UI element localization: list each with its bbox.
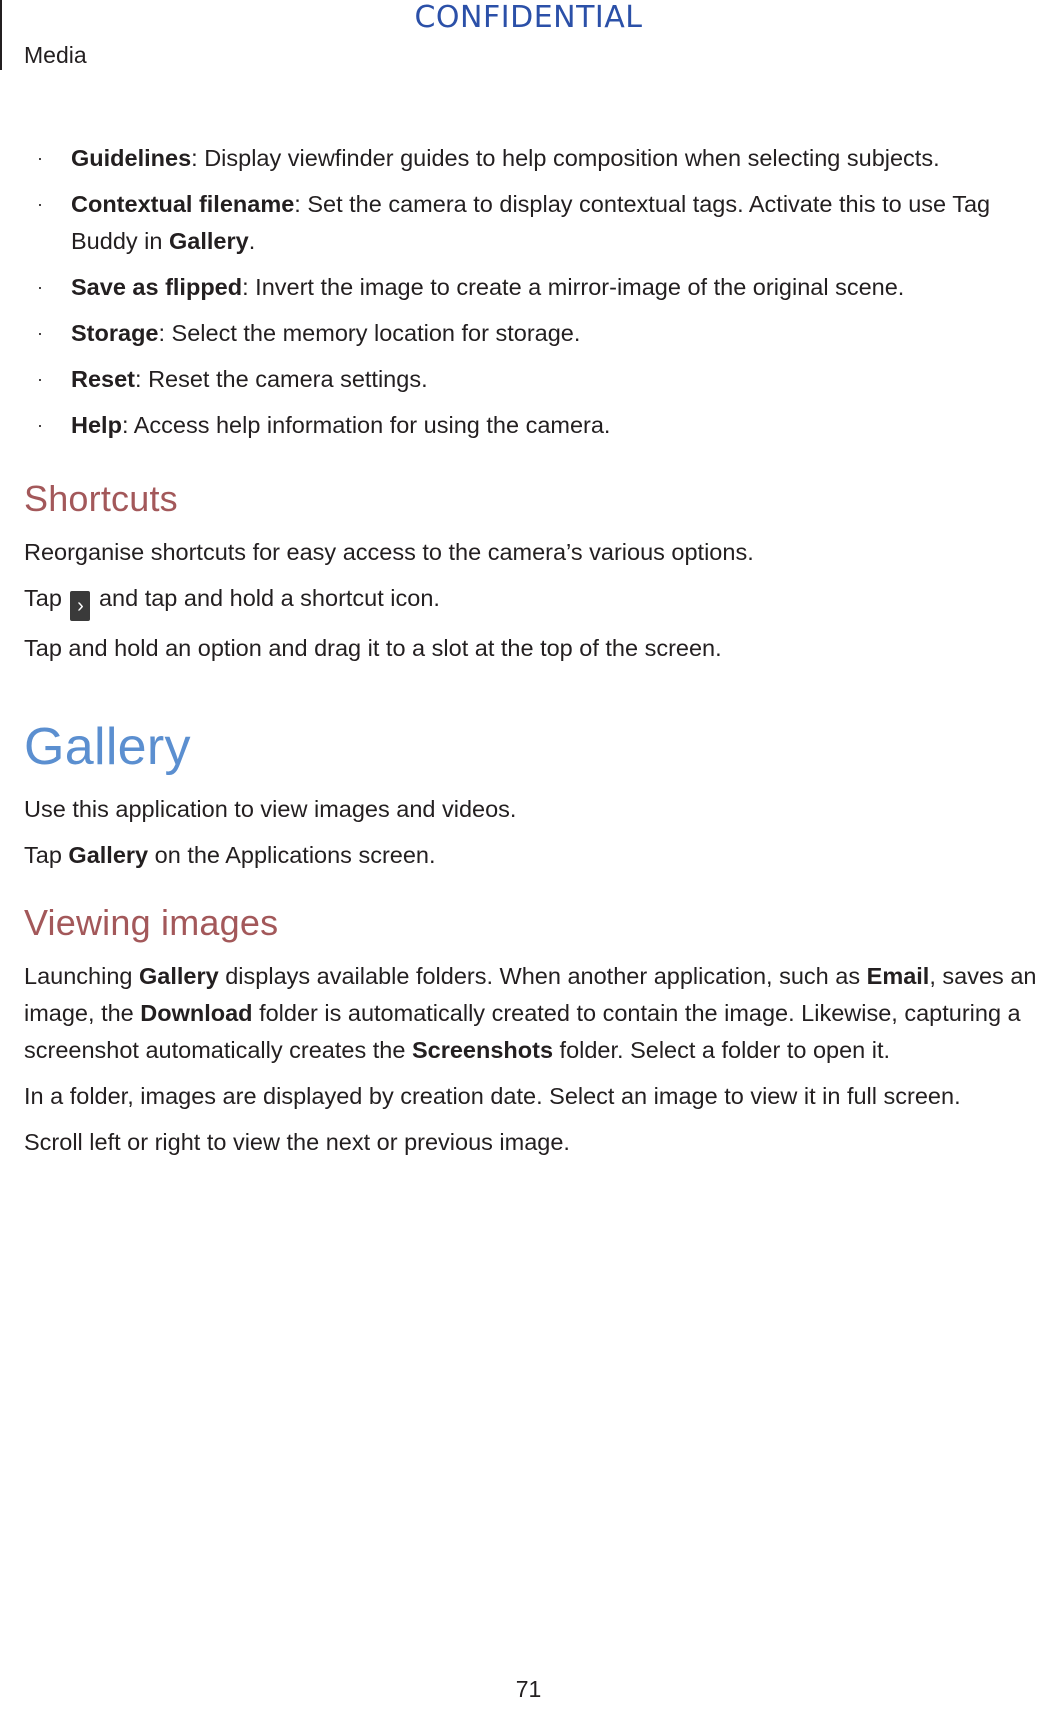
description: : Display viewfinder guides to help composition when selecting subjects. <box>191 145 940 171</box>
text: Launching <box>24 963 139 989</box>
term: Gallery <box>139 963 219 989</box>
description: : Invert the image to create a mirror-image of the original scene. <box>242 274 905 300</box>
term: Reset <box>71 366 136 392</box>
bullet-icon: · <box>37 148 43 168</box>
bullet-icon: · <box>37 194 43 214</box>
confidential-watermark: CONFIDENTIAL <box>414 0 643 35</box>
text: folder. Select a folder to open it. <box>553 1037 891 1063</box>
gallery-heading: Gallery <box>24 718 191 776</box>
text: , saves an image, the <box>24 963 1037 1026</box>
step-text: on the Applications screen. <box>148 842 436 868</box>
app-name: Gallery <box>68 842 149 868</box>
bullet-icon: · <box>37 277 43 297</box>
step-text: Tap <box>24 842 69 868</box>
list-item <box>24 269 1054 306</box>
bullet-icon: · <box>37 323 43 343</box>
camera-settings-list <box>24 140 1054 444</box>
description: : Access help information for using the camera. <box>121 412 611 438</box>
shortcuts-heading: Shortcuts <box>24 478 178 519</box>
viewing-images-paragraph-2: In a folder, images are displayed by creation date. Select an image to view it in full screen. <box>24 1083 961 1109</box>
shortcuts-step-1 <box>24 580 1054 621</box>
viewing-images-heading: Viewing images <box>24 902 279 943</box>
chevron-right-icon: › <box>70 591 90 621</box>
term: Screenshots <box>411 1037 554 1063</box>
section-label: Media <box>24 42 87 68</box>
term: Contextual filename <box>71 191 295 217</box>
list-item <box>24 361 1054 398</box>
page-content <box>24 140 1054 1161</box>
term: Storage <box>71 320 159 346</box>
gallery-step <box>24 837 1054 874</box>
shortcuts-intro: Reorganise shortcuts for easy access to the camera’s various options. <box>24 539 754 565</box>
term: Email <box>866 963 930 989</box>
description: : Reset the camera settings. <box>135 366 428 392</box>
list-item <box>24 407 1054 444</box>
step-text: Tap <box>24 585 69 611</box>
page-number: 71 <box>515 1676 542 1702</box>
shortcuts-step-2: Tap and hold an option and drag it to a slot at the top of the screen. <box>24 635 722 661</box>
description: . <box>248 228 256 254</box>
bullet-icon: · <box>37 369 43 389</box>
term: Gallery <box>168 228 249 254</box>
text: displays available folders. When another application, such as <box>218 963 867 989</box>
text: folder is automatically created to contain the image. Likewise, capturing a screenshot automatically creates the <box>24 1000 1021 1063</box>
gallery-intro: Use this application to view images and videos. <box>24 796 517 822</box>
list-item <box>24 140 1054 177</box>
bullet-icon: · <box>37 415 43 435</box>
step-text: and tap and hold a shortcut icon. <box>92 585 440 611</box>
description: : Set the camera to display contextual tags. Activate this to use Tag Buddy in <box>71 191 991 254</box>
term: Guidelines <box>71 145 192 171</box>
list-item <box>24 186 1054 260</box>
description: : Select the memory location for storage. <box>158 320 581 346</box>
term: Save as flipped <box>71 274 243 300</box>
viewing-images-paragraph-3: Scroll left or right to view the next or previous image. <box>24 1129 570 1155</box>
term: Help <box>71 412 122 438</box>
list-item <box>24 315 1054 352</box>
term: Download <box>140 1000 253 1026</box>
viewing-images-paragraph <box>24 958 1054 1069</box>
section-rule <box>0 0 2 70</box>
